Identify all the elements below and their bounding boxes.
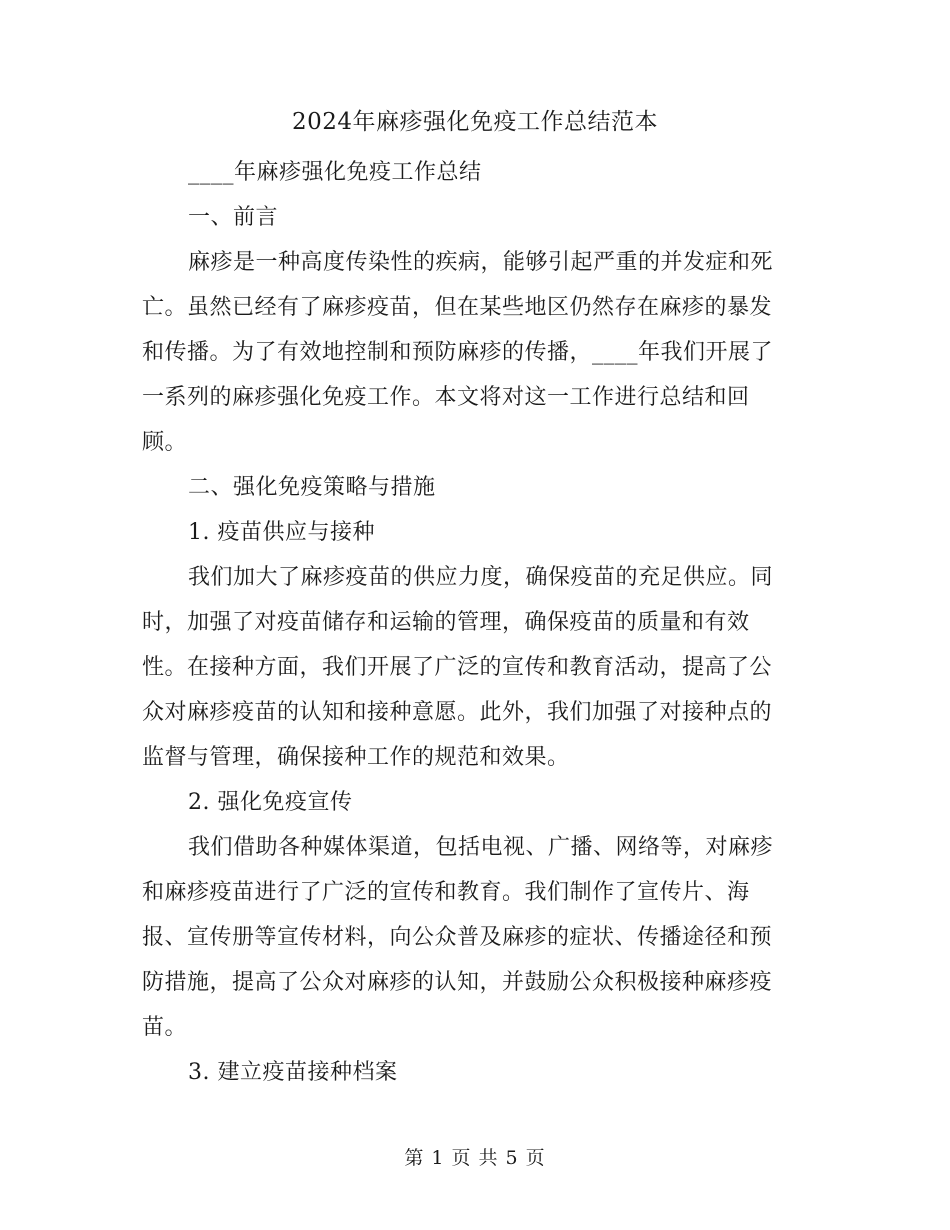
paragraph-line: 众对麻疹疫苗的认知和接种意愿。此外，我们加强了对接种点的 (142, 700, 773, 725)
paragraph-line: 苗。 (142, 1015, 188, 1040)
section-heading: 二、强化免疫策略与措施 (188, 475, 436, 500)
page-footer: 第 1 页 共 5 页 (404, 1147, 546, 1169)
paragraph-line: 一系列的麻疹强化免疫工作。本文将对这一工作进行总结和回 (142, 385, 750, 410)
paragraph-line: 我们加大了麻疹疫苗的供应力度，确保疫苗的充足供应。同 (188, 565, 774, 590)
paragraph-line: 时，加强了对疫苗储存和运输的管理，确保疫苗的质量和有效 (142, 610, 750, 635)
paragraph-line: 性。在接种方面，我们开展了广泛的宣传和教育活动，提高了公 (142, 655, 773, 680)
section-heading: 一、前言 (188, 205, 279, 230)
paragraph-line: ____年麻疹强化免疫工作总结 (188, 160, 482, 185)
paragraph-line: 顾。 (142, 430, 188, 455)
paragraph-line: 防措施，提高了公众对麻疹的认知，并鼓励公众积极接种麻疹疫 (142, 970, 773, 995)
paragraph-line: 和麻疹疫苗进行了广泛的宣传和教育。我们制作了宣传片、海 (142, 880, 750, 905)
subsection-heading: 2. 强化免疫宣传 (188, 790, 353, 815)
document-title: 2024年麻疹强化免疫工作总结范本 (291, 109, 659, 135)
paragraph-line: 和传播。为了有效地控制和预防麻疹的传播，____年我们开展了 (142, 340, 774, 365)
paragraph-line: 报、宣传册等宣传材料，向公众普及麻疹的症状、传播途径和预 (142, 925, 773, 950)
paragraph-line: 监督与管理，确保接种工作的规范和效果。 (142, 745, 570, 770)
subsection-heading: 1. 疫苗供应与接种 (188, 520, 375, 545)
document-body (142, 150, 810, 1095)
subsection-heading: 3. 建立疫苗接种档案 (188, 1060, 398, 1085)
paragraph-line: 亡。虽然已经有了麻疹疫苗，但在某些地区仍然存在麻疹的暴发 (142, 295, 773, 320)
paragraph-line: 麻疹是一种高度传染性的疾病，能够引起严重的并发症和死 (188, 250, 774, 275)
paragraph-line: 我们借助各种媒体渠道，包括电视、广播、网络等，对麻疹 (188, 835, 774, 860)
